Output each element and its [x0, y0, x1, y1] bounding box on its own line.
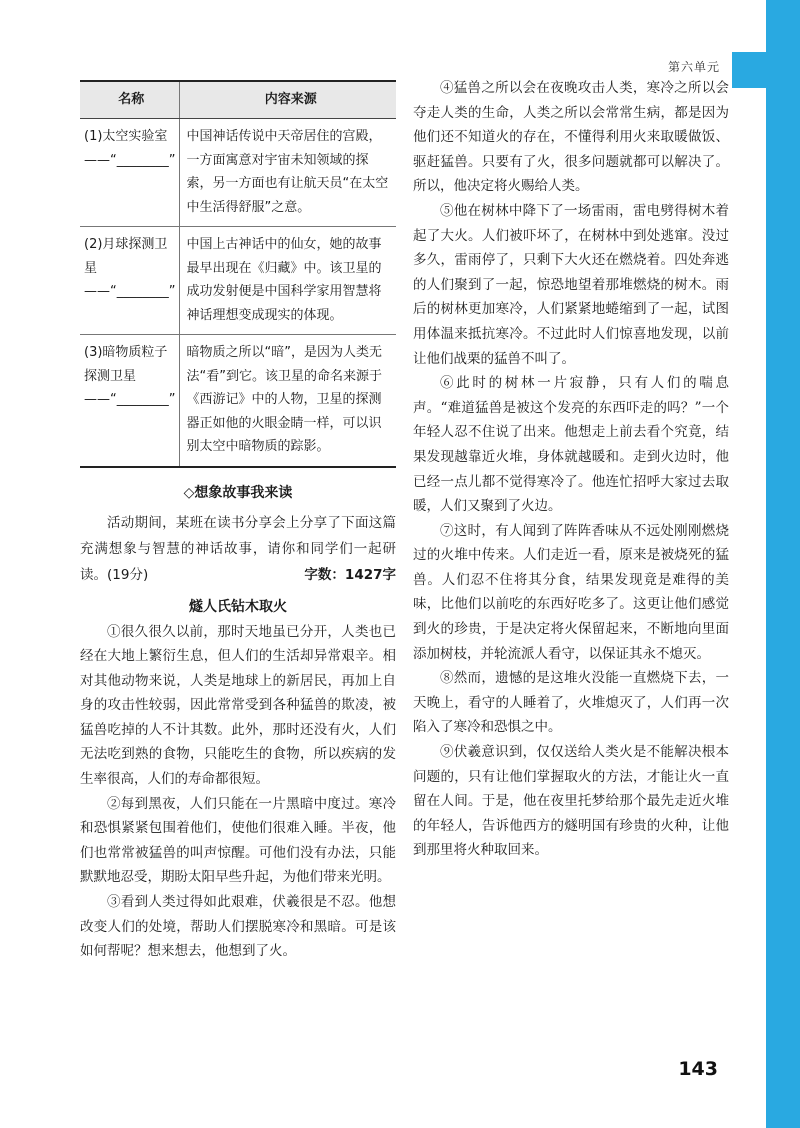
table-cell-source: 中国上古神话中的仙女，她的故事最早出现在《归藏》中。该卫星的成功发射便是中国科学家用智慧将神话理想变成现实的体现。: [180, 227, 396, 335]
left-column: [80, 80, 396, 964]
table-row: [80, 227, 396, 335]
unit-label: 第六单元: [667, 60, 720, 74]
story-paragraph-1: ①很久很久以前，那时天地虽已分开，人类也已经在大地上繁衍生息，但人们的生活却异常艰辛。相对其他动物来说，人类是地球上的新居民，再加上自身的攻击性较弱，因此常常受到各种猛兽的欺凌，被猛兽吃掉的人不计其数。此外，那时还没有火，人们无法吃到熟的食物，只能吃生的食物，所以疾病的发生率很高，人们的寿命都很短。: [80, 623, 396, 788]
table-cell-name: (3)暗物质粒子探测卫星——“________”: [80, 335, 180, 467]
table-cell-name: (1)太空实验室——“________”: [80, 119, 180, 227]
story-paragraph-7: ⑦这时，有人闻到了阵阵香味从不远处刚刚燃烧过的火堆中传来。人们走近一看，原来是被烧死的猛兽。人们忍不住将其分食，结果发现竟是难得的美味，比他们以前吃的东西好吃多了。这更让他们感觉到火的珍贵，于是决定将火保留起来，不断地向里面添加树枝，并轮流派人看守，以保证其永不熄灭。: [413, 522, 729, 662]
story-paragraph-5: ⑤他在树林中降下了一场雷雨，雷电劈得树木着起了大火。人们被吓坏了，在树林中到处逃窜。没过多久，雷雨停了，只剩下大火还在燃烧着。四处奔逃的人们聚到了一起，惊恐地望着那堆燃烧的树木。雨后的树林更加寒冷，人们紧紧地蜷缩到了一起，试图用体温来抵抗寒冷。不过此时人们惊喜地发现，以前让他们战栗的猛兽不叫了。: [413, 202, 729, 367]
table-header-row: [80, 81, 396, 119]
section-intro: [80, 510, 396, 588]
story-paragraph-2: ②每到黑夜，人们只能在一片黑暗中度过。寒冷和恐惧紧紧包围着他们，使他们很难入睡。半夜，他们也常常被猛兽的叫声惊醒。可他们没有办法，只能默默地忍受，期盼太阳早些升起，为他们带来光明。: [80, 795, 396, 886]
table-cell-name: (2)月球探测卫星——“________”: [80, 227, 180, 335]
story-paragraph-8: ⑧然而，遗憾的是这堆火没能一直燃烧下去，一天晚上，看守的人睡着了，火堆熄灭了，人们再一次陷入了寒冷和恐惧之中。: [413, 670, 729, 736]
page-number: 143: [678, 1058, 718, 1080]
table-header-source: 内容来源: [180, 81, 396, 119]
word-count: 字数：1427字: [304, 566, 396, 583]
table-row: [80, 119, 396, 227]
name-source-table: [80, 80, 396, 468]
table-header-name: 名称: [80, 81, 180, 119]
table-row: [80, 335, 396, 467]
unit-tab: [732, 52, 766, 88]
side-color-bar: [766, 0, 800, 1128]
story-paragraph-4: ④猛兽之所以会在夜晚攻击人类，寒冷之所以会夺走人类的生命，人类之所以会常常生病，都是因为他们还不知道火的存在，不懂得利用火来取暖做饭、驱赶猛兽。只要有了火，很多问题就都可以解决了。所以，他决定将火赐给人类。: [413, 80, 729, 195]
section-heading: ◇想象故事我来读: [183, 484, 293, 501]
section-intro-text: 活动期间，某班在读书分享会上分享了下面这篇充满想象与智慧的神话故事，请你和同学们一起研读。(19分): [80, 514, 396, 583]
story-paragraph-3: ③看到人类过得如此艰难，伏羲很是不忍。他想改变人们的处境，帮助人们摆脱寒冷和黑暗。可是该如何帮呢？想来想去，他想到了火。: [80, 894, 396, 960]
table-cell-source: 暗物质之所以“暗”，是因为人类无法“看”到它。该卫星的命名来源于《西游记》中的人物，卫星的探测器正如他的火眼金睛一样，可以识别太空中暗物质的踪影。: [180, 335, 396, 467]
story-paragraph-6: ⑥此时的树林一片寂静，只有人们的喘息声。“难道猛兽是被这个发亮的东西吓走的吗？”一个年轻人忍不住说了出来。他想走上前去看个究竟，结果发现越靠近火堆，身体就越暖和。走到火边时，他已经一点儿都不觉得寒冷了。他连忙招呼大家过去取暖，人们又聚到了火边。: [413, 375, 729, 515]
story-title: 燧人氏钻木取火: [189, 598, 287, 615]
table-cell-source: 中国神话传说中天帝居住的宫殿，一方面寓意对宇宙未知领域的探索，另一方面也有让航天员“在太空中生活得舒服”之意。: [180, 119, 396, 227]
story-paragraph-9: ⑨伏羲意识到，仅仅送给人类火是不能解决根本问题的，只有让他们掌握取火的方法，才能让火一直留在人间。于是，他在夜里托梦给那个最先走近火堆的年轻人，告诉他西方的燧明国有珍贵的火种，让他到那里将火种取回来。: [413, 744, 729, 859]
right-column: [413, 76, 729, 863]
